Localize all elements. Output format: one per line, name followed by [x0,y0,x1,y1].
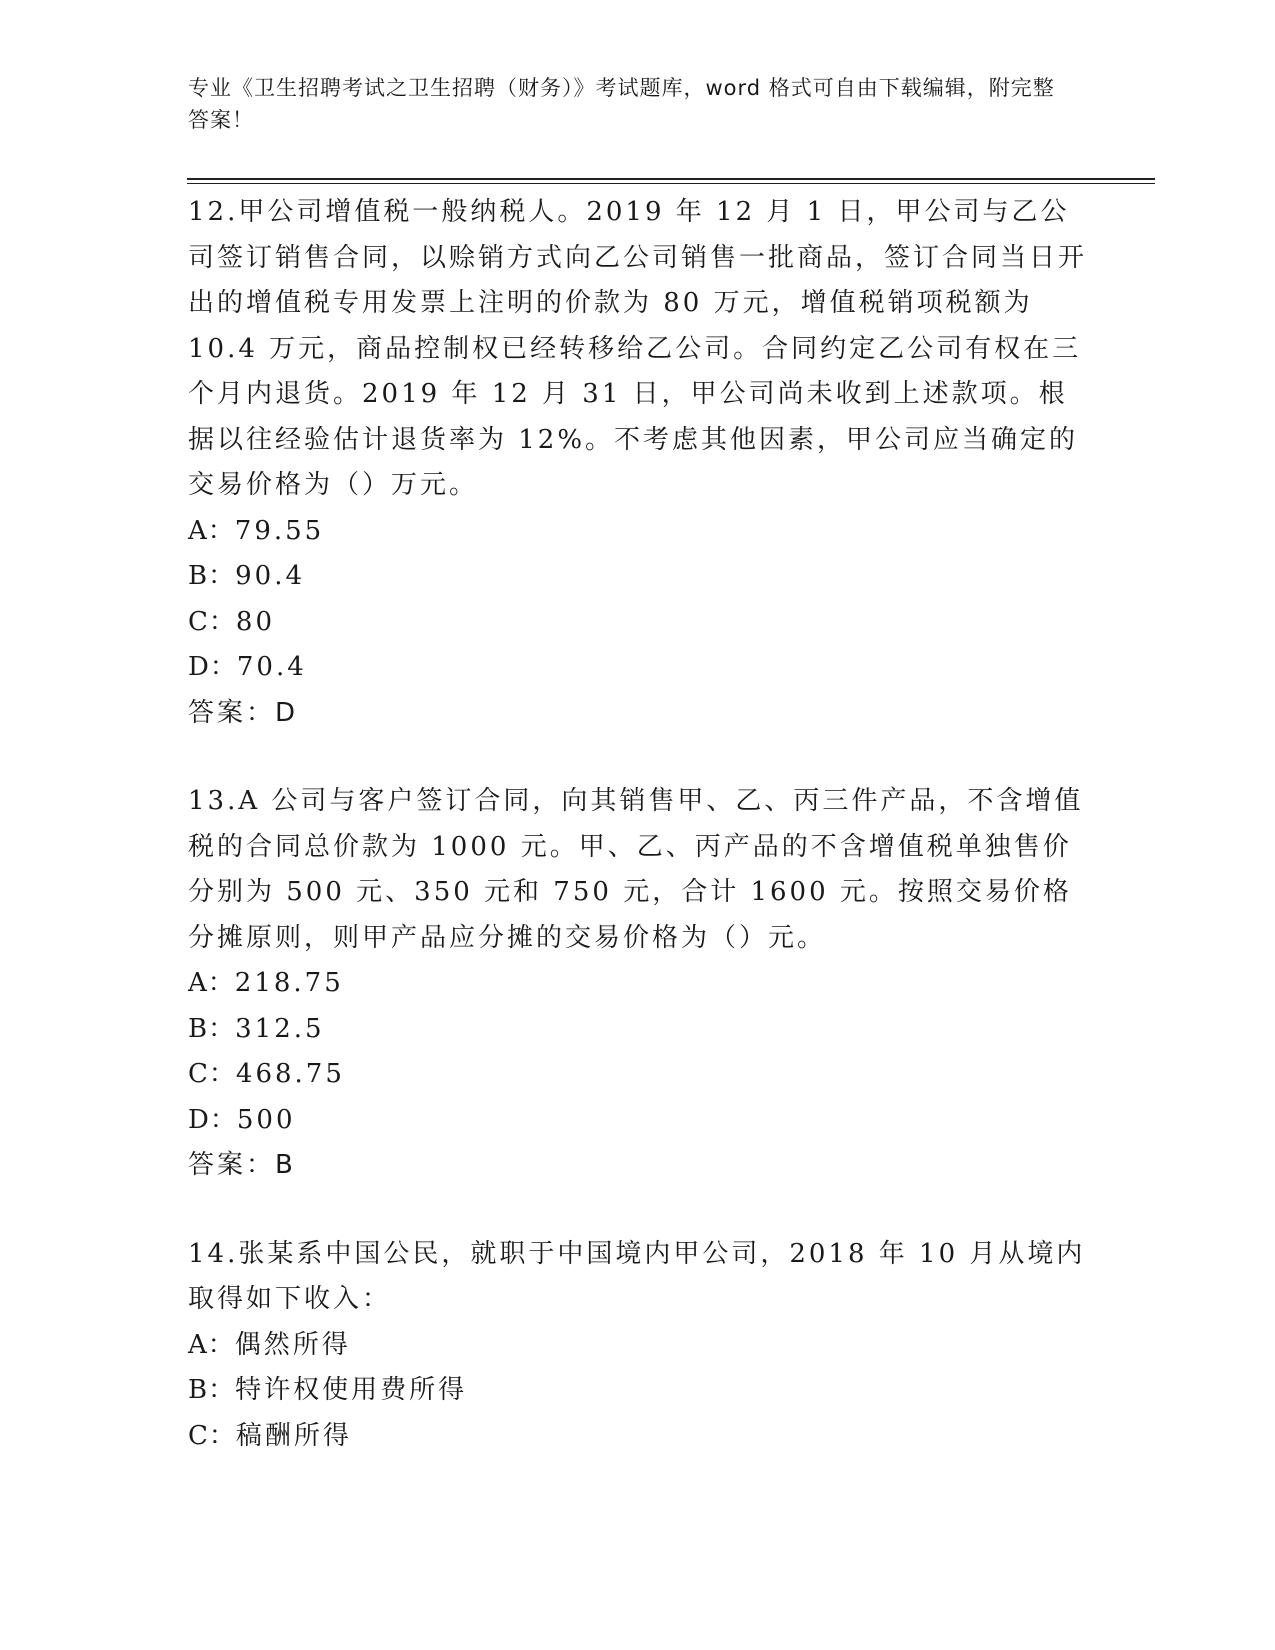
option-value: 79.55 [234,515,325,546]
question-list [188,190,1088,1502]
option-value: 偶然所得 [234,1329,351,1360]
option-d [188,1098,1088,1144]
option-c [188,1052,1088,1098]
question-text: 12.甲公司增值税一般纳税人。2019 年 12 月 1 日，甲公司与乙公司签订销售合同，以赊销方式向乙公司销售一批商品，签订合同当日开出的增值税专用发票上注明的价款为 80 万元，增值税销项税额为 10.4 万元，商品控制权已经转移给乙公司。合同约定乙公司有权在三个月内退货。2019 年 12 月 31 日，甲公司尚未收到上述款项。根据以往经验估计退货率为 12%。不考虑其他因素，甲公司应当确定的交易价格为（）万元。 [188,197,1088,500]
option-a [188,1323,1088,1369]
question-14 [188,1232,1088,1460]
option-label: A： [188,968,235,998]
header-divider-thin [187,183,1155,184]
option-value: 468.75 [235,1059,345,1089]
option-b [188,1007,1088,1053]
option-value: 218.75 [234,968,344,998]
option-label: C： [188,1420,236,1451]
document-header: 专业《卫生招聘考试之卫生招聘（财务）》考试题库，word 格式可自由下载编辑，附完整答案！ [188,76,1055,132]
option-value: 500 [236,1104,296,1135]
option-label: A： [188,515,235,546]
option-label: B： [188,1375,236,1405]
option-label: B： [188,561,236,591]
option-c [188,1414,1088,1460]
option-label: D： [188,1104,237,1135]
answer-line: 答案：B [188,1150,296,1180]
option-label: C： [188,1059,236,1089]
question-12 [188,190,1088,736]
option-value: 90.4 [235,561,305,591]
option-b [188,554,1088,600]
option-label: C： [188,606,236,637]
option-value: 312.5 [235,1013,325,1044]
option-a [188,961,1088,1007]
option-a [188,509,1088,555]
option-c [188,600,1088,646]
question-13 [188,779,1088,1189]
question-text: 13.A 公司与客户签订合同，向其销售甲、乙、丙三件产品，不含增值税的合同总价款为 1000 元。甲、乙、丙产品的不含增值税单独售价分别为 500 元、350 元和 750 元，合计 1600 元。按照交易价格分摊原则，则甲产品应分摊的交易价格为（）元。 [188,786,1084,953]
option-value: 特许权使用费所得 [235,1375,468,1405]
option-value: 80 [235,606,275,637]
option-value: 70.4 [236,652,307,682]
option-d [188,645,1088,691]
option-label: B： [188,1013,236,1044]
option-label: D： [188,652,237,682]
option-b [188,1368,1088,1414]
option-value: 稿酬所得 [235,1420,352,1451]
answer-line: 答案：D [188,697,299,728]
option-label: A： [188,1329,235,1360]
header-divider-thick [187,178,1155,180]
question-text: 14.张某系中国公民，就职于中国境内甲公司，2018 年 10 月从境内取得如下收入： [188,1238,1086,1314]
